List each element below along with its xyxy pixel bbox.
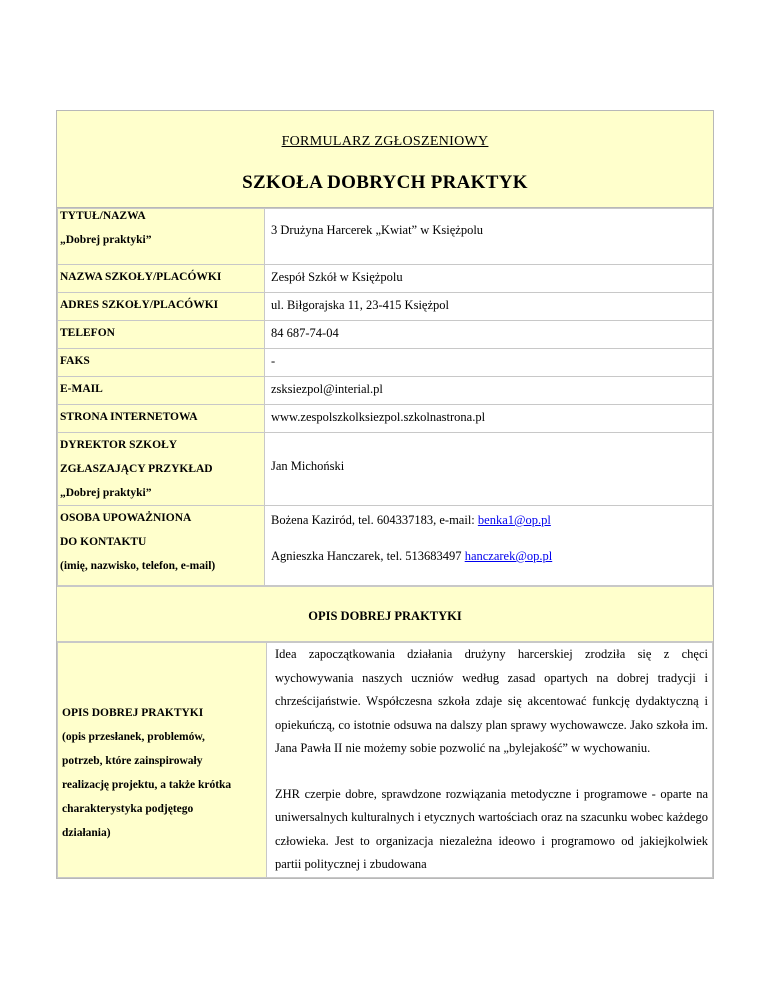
value-email-text: zsksiezpol@interial.pl	[271, 382, 383, 396]
form-header	[57, 111, 713, 208]
row-director	[58, 433, 713, 506]
application-form	[56, 110, 714, 879]
description-paragraph-1: Idea zapoczątkowania działania drużyny harcerskiej zrodziła się z chęci wychowywania naszych uczniów według zasad opartych na dobrej tradycji i chrześcijaństwie. Współczesna szkoła zdaje się akcentować funkcję dydaktyczną i opiekuńczą, co istotnie odsuwa na dalszy plan sprawy wychowawcze. Jako szkoła im. Jana Pawła II nie możemy sobie pozwolić na „bylejakość” w wychowaniu.	[275, 647, 708, 755]
value-school-name	[265, 265, 713, 293]
label-email-text: E-MAIL	[60, 383, 103, 395]
label-director	[58, 433, 265, 506]
row-phone	[58, 321, 713, 349]
row-website	[58, 405, 713, 433]
value-title-text: 3 Drużyna Harcerek „Kwiat” w Księżpolu	[271, 223, 484, 237]
label-phone-text: TELEFON	[60, 327, 115, 339]
value-description	[267, 643, 713, 878]
row-title	[58, 209, 713, 265]
label-fax-text: FAKS	[60, 355, 90, 367]
value-school-address	[265, 293, 713, 321]
label-title	[58, 209, 265, 265]
contact-email-link-2[interactable]: hanczarek@op.pl	[464, 549, 553, 563]
description-paragraph-2: ZHR czerpie dobre, sprawdzone rozwiązania metodyczne i programowe - oparte na uniwersalnych kulturalnych i etycznych wartościach oraz na szacunku wobec każdego człowieka. Jest to organizacja niezależna ideowo i programowo od jakiejkolwiek partii politycznej i zbudowana	[275, 786, 708, 871]
label-director-line3: „Dobrej praktyki”	[60, 487, 152, 499]
form-title: FORMULARZ ZGŁOSZENIOWY	[281, 134, 489, 149]
paragraph-spacer	[273, 761, 712, 783]
section-title: OPIS DOBREJ PRAKTYKI	[308, 609, 462, 623]
contact-email-link-1[interactable]: benka1@op.pl	[477, 513, 551, 527]
label-phone	[58, 321, 265, 349]
label-director-line1: DYREKTOR SZKOŁY	[60, 439, 178, 451]
label-school-address-text: ADRES SZKOŁY/PLACÓWKI	[60, 299, 219, 311]
label-title-line1: TYTUŁ/NAZWA	[60, 210, 146, 222]
value-fax	[265, 349, 713, 377]
value-school-address-text: ul. Biłgorajska 11, 23-415 Księżpol	[271, 298, 449, 312]
value-website	[265, 405, 713, 433]
value-email	[265, 377, 713, 405]
label-director-line2: ZGŁASZAJĄCY PRZYKŁAD	[60, 463, 213, 475]
label-website-text: STRONA INTERNETOWA	[60, 411, 198, 423]
label-title-line2: „Dobrej praktyki”	[60, 234, 152, 246]
description-table	[57, 642, 713, 878]
contact-person-2-text: Agnieszka Hanczarek, tel. 513683497	[271, 549, 465, 563]
value-fax-text: -	[271, 354, 276, 368]
label-email	[58, 377, 265, 405]
label-description-line3: potrzeb, które zainspirowały	[62, 755, 203, 767]
row-school-name	[58, 265, 713, 293]
label-school-name-text: NAZWA SZKOŁY/PLACÓWKI	[60, 271, 222, 283]
value-title	[265, 209, 713, 265]
contact-person-1-text: Bożena Kaziród, tel. 604337183, e-mail:	[271, 513, 478, 527]
label-fax	[58, 349, 265, 377]
section-header	[57, 586, 713, 642]
label-description-line2: (opis przesłanek, problemów,	[62, 731, 205, 743]
contact-person-1	[271, 508, 712, 532]
contact-person-2	[271, 544, 712, 568]
label-school-name	[58, 265, 265, 293]
label-contact	[58, 506, 265, 586]
label-description	[58, 643, 267, 878]
row-school-address	[58, 293, 713, 321]
row-fax	[58, 349, 713, 377]
info-table	[57, 208, 713, 586]
value-phone-text: 84 687-74-04	[271, 326, 339, 340]
row-contact	[58, 506, 713, 586]
value-contact	[265, 506, 713, 586]
row-email	[58, 377, 713, 405]
label-description-line6: działania)	[62, 827, 111, 839]
label-contact-line3: (imię, nazwisko, telefon, e-mail)	[60, 560, 216, 572]
value-website-text: www.zespolszkolksiezpol.szkolnastrona.pl	[271, 410, 486, 424]
value-director	[265, 433, 713, 506]
row-description	[58, 643, 713, 878]
label-contact-line1: OSOBA UPOWAŻNIONA	[60, 512, 192, 524]
label-description-line4: realizację projektu, a także krótka	[62, 779, 232, 791]
label-description-line1: OPIS DOBREJ PRAKTYKI	[62, 707, 204, 719]
label-website	[58, 405, 265, 433]
value-school-name-text: Zespół Szkół w Księżpolu	[271, 270, 403, 284]
label-contact-line2: DO KONTAKTU	[60, 536, 147, 548]
value-phone	[265, 321, 713, 349]
value-director-text: Jan Michoński	[271, 459, 345, 473]
label-description-line5: charakterystyka podjętego	[62, 803, 194, 815]
label-school-address	[58, 293, 265, 321]
main-title: SZKOŁA DOBRYCH PRAKTYK	[242, 172, 528, 193]
